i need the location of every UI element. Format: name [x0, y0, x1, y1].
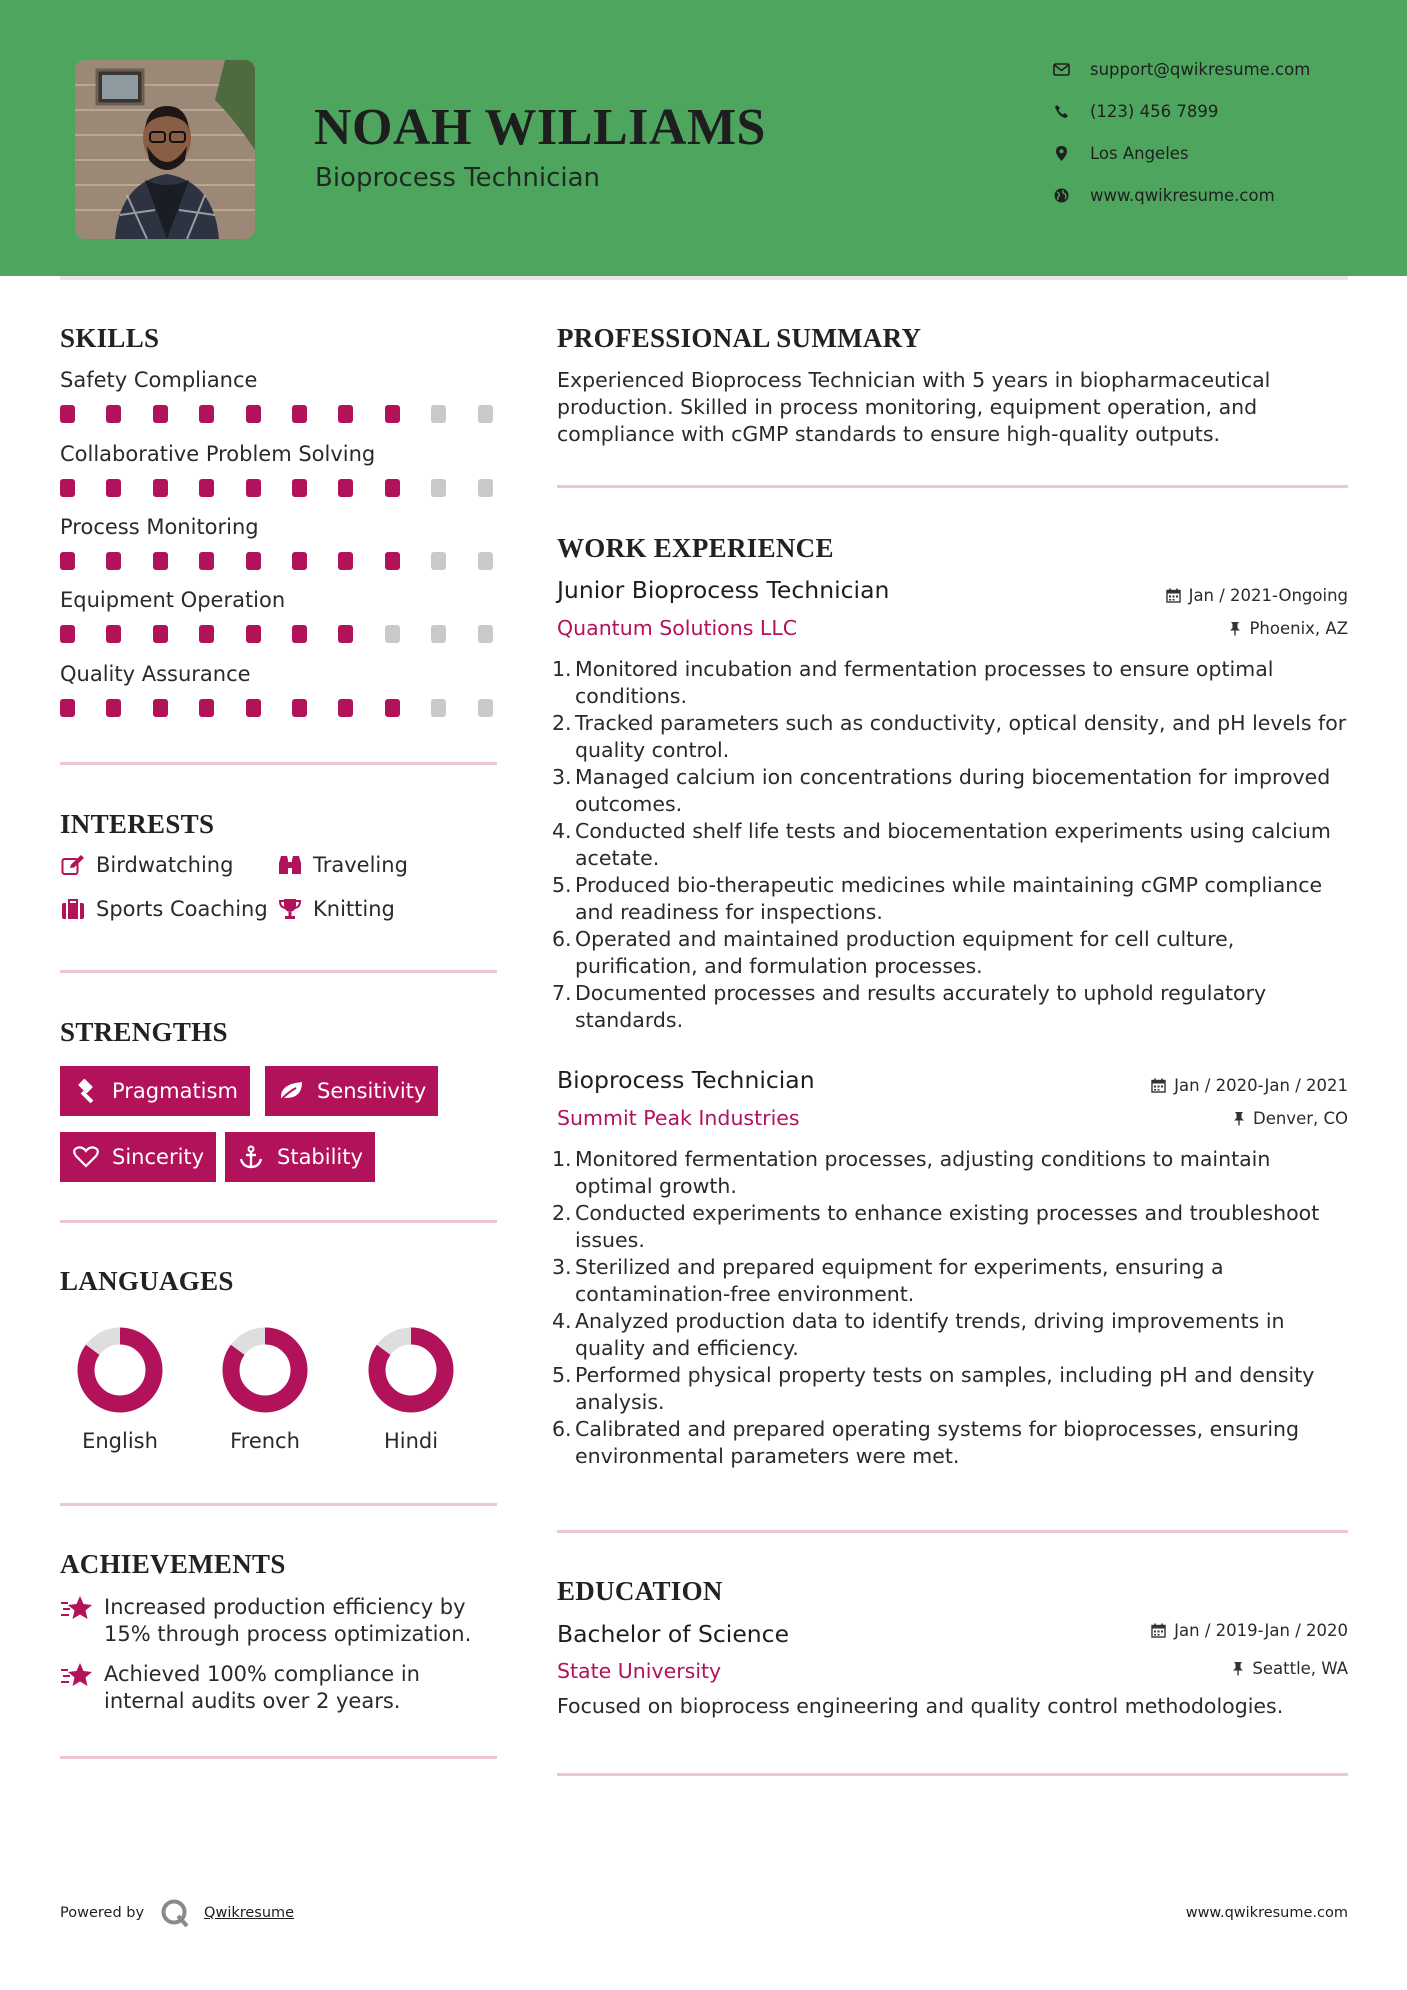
skill-dot: [106, 625, 121, 643]
skill-dot: [153, 699, 168, 717]
duty-item: 5. Produced bio-therapeutic medicines while maintaining cGMP compliance and readiness for inspections.: [552, 873, 1323, 924]
skill-dot: [338, 405, 353, 423]
skill-rating: [60, 405, 500, 423]
profile-photo: [75, 60, 255, 239]
map-marker-icon: [1052, 144, 1070, 162]
education-heading: EDUCATION: [557, 1576, 723, 1606]
gavel-icon: [72, 1079, 100, 1103]
skill-dot: [478, 699, 493, 717]
job-dates-text: Jan / 2021-Ongoing: [1188, 586, 1348, 605]
section-divider: [60, 1756, 497, 1759]
skill-dot: [385, 552, 400, 570]
star-icon: [60, 1594, 94, 1622]
duty-item: 3. Sterilized and prepared equipment for experiments, ensuring a contamination-free environment.: [552, 1255, 1224, 1306]
pushpin-icon: [1229, 621, 1241, 636]
skill-dot: [431, 625, 446, 643]
skills-heading: SKILLS: [60, 323, 160, 353]
strength-label: Pragmatism: [112, 1079, 238, 1103]
skill-dot: [153, 479, 168, 497]
contact-email[interactable]: [1052, 57, 1310, 81]
contact-website[interactable]: [1052, 183, 1275, 207]
skill-dot: [292, 552, 307, 570]
education-description: Focused on bioprocess engineering and quality control methodologies.: [557, 1694, 1284, 1718]
skill-dot: [60, 552, 75, 570]
skill-dot: [478, 552, 493, 570]
strength-badge: [265, 1066, 438, 1116]
duty-item: 7. Documented processes and results accurately to uphold regulatory standards.: [552, 981, 1267, 1032]
binoculars-icon: [277, 853, 303, 877]
skill-dot: [106, 405, 121, 423]
experience-heading: WORK EXPERIENCE: [557, 533, 834, 563]
skill-dot: [60, 479, 75, 497]
skill-dot: [385, 479, 400, 497]
job-title: Bioprocess Technician: [557, 1066, 815, 1094]
job-dates: [1166, 586, 1348, 605]
summary-text: Experienced Bioprocess Technician with 5 years in biopharmaceutical production. Skilled in process monitoring, equipment operation, and compliance with cGMP standards to ensure high-quality outputs.: [557, 368, 1271, 446]
language-label: Hindi: [383, 1429, 439, 1453]
duty-item: 4. Conducted shelf life tests and biocementation experiments using calcium acetate.: [552, 819, 1331, 870]
skill-dot: [292, 625, 307, 643]
achievement-item: [60, 1661, 500, 1715]
interests-heading: INTERESTS: [60, 809, 215, 839]
edit-icon: [60, 853, 86, 877]
skill-dot: [478, 479, 493, 497]
skill-name: Quality Assurance: [60, 662, 251, 686]
education-location: [1232, 1659, 1348, 1678]
job-location-text: Denver, CO: [1252, 1109, 1348, 1128]
education-dates: [1151, 1621, 1348, 1640]
job-dates: [1151, 1076, 1348, 1095]
skill-dot: [199, 625, 214, 643]
job-location: [1229, 619, 1348, 638]
skill-dot: [60, 699, 75, 717]
job-dates-text: Jan / 2020-Jan / 2021: [1174, 1076, 1348, 1095]
skill-rating: [60, 552, 500, 570]
section-divider: [60, 762, 497, 765]
strength-label: Stability: [277, 1145, 363, 1169]
pushpin-icon: [1233, 1111, 1245, 1126]
skill-rating: [60, 625, 500, 643]
degree-title: Bachelor of Science: [557, 1620, 790, 1648]
section-divider: [60, 970, 497, 973]
contact-location-text: Los Angeles: [1090, 143, 1189, 163]
achievement-item: [60, 1594, 500, 1648]
duty-item: 5. Performed physical property tests on samples, including pH and density analysis.: [552, 1363, 1315, 1414]
school-name: State University: [557, 1659, 722, 1683]
contact-phone[interactable]: [1052, 99, 1218, 123]
skill-dot: [292, 479, 307, 497]
strength-badge: [60, 1066, 250, 1116]
suitcase-icon: [60, 897, 86, 921]
pushpin-icon: [1232, 1661, 1244, 1676]
skill-dot: [431, 699, 446, 717]
contact-phone-text: (123) 456 7899: [1090, 101, 1219, 121]
skill-dot: [153, 405, 168, 423]
duty-item: 1. Monitored incubation and fermentation processes to ensure optimal conditions.: [552, 657, 1274, 708]
skill-dot: [199, 479, 214, 497]
skill-dot: [338, 699, 353, 717]
skill-dot: [338, 625, 353, 643]
skill-dot: [60, 625, 75, 643]
qwikresume-logo-icon: [160, 1898, 190, 1928]
candidate-name: NOAH WILLIAMS: [314, 99, 766, 156]
footer-powered-by: [60, 1898, 294, 1928]
heart-icon: [72, 1145, 100, 1169]
language-donut: [220, 1325, 310, 1415]
candidate-title: Bioprocess Technician: [315, 163, 601, 193]
contact-email-text: support@qwikresume.com: [1090, 59, 1311, 79]
skill-rating: [60, 699, 500, 717]
skill-dot: [199, 552, 214, 570]
leaf-icon: [277, 1079, 305, 1103]
anchor-icon: [237, 1145, 265, 1169]
duty-item: 4. Analyzed production data to identify trends, driving improvements in quality and efficiency.: [552, 1309, 1285, 1360]
language-donut: [366, 1325, 456, 1415]
star-icon: [60, 1661, 94, 1689]
skill-dot: [153, 552, 168, 570]
duty-item: 3. Managed calcium ion concentrations during biocementation for improved outcomes.: [552, 765, 1331, 816]
footer-website[interactable]: www.qwikresume.com: [1185, 1905, 1348, 1921]
skill-dot: [431, 552, 446, 570]
skill-name: Process Monitoring: [60, 515, 259, 539]
duty-item: 6. Operated and maintained production equipment for cell culture, purification, and formulation processes.: [552, 927, 1235, 978]
trophy-icon: [277, 897, 303, 921]
skill-dot: [385, 699, 400, 717]
education-location-text: Seattle, WA: [1252, 1659, 1348, 1678]
skill-dot: [246, 552, 261, 570]
interest-item: [277, 897, 395, 921]
qwikresume-link[interactable]: Qwikresume: [204, 1905, 295, 1921]
section-divider: [557, 1773, 1348, 1776]
language-item: [356, 1325, 466, 1453]
duties-list: [552, 656, 1352, 1034]
duty-item: 6. Calibrated and prepared operating systems for bioprocesses, ensuring environmental parameters were met.: [552, 1417, 1300, 1468]
skill-dot: [431, 405, 446, 423]
interest-label: Traveling: [313, 853, 408, 877]
languages-heading: LANGUAGES: [60, 1266, 234, 1296]
interest-item: [277, 853, 408, 877]
job-location: [1233, 1109, 1348, 1128]
strength-badge: [60, 1132, 216, 1182]
language-label: French: [230, 1429, 300, 1453]
skill-name: Equipment Operation: [60, 588, 286, 612]
section-divider: [60, 1220, 497, 1223]
company-name: Summit Peak Industries: [557, 1106, 800, 1130]
job-title: Junior Bioprocess Technician: [557, 576, 890, 604]
interest-label: Sports Coaching: [96, 897, 268, 921]
skill-rating: [60, 479, 500, 497]
education-dates-text: Jan / 2019-Jan / 2020: [1174, 1621, 1348, 1640]
skill-dot: [338, 552, 353, 570]
skill-name: Safety Compliance: [60, 368, 258, 392]
section-divider: [557, 1530, 1348, 1533]
skill-dot: [106, 479, 121, 497]
skill-dot: [338, 479, 353, 497]
job-location-text: Phoenix, AZ: [1249, 619, 1348, 638]
skill-dot: [106, 699, 121, 717]
interest-item: [60, 853, 233, 877]
interest-item: [60, 897, 268, 921]
skill-dot: [478, 625, 493, 643]
achievements-heading: ACHIEVEMENTS: [60, 1549, 286, 1579]
duties-list: [552, 1146, 1352, 1470]
skill-dot: [292, 405, 307, 423]
strength-label: Sensitivity: [317, 1079, 427, 1103]
language-item: [210, 1325, 320, 1453]
achievement-text: Increased production efficiency by 15% through process optimization.: [104, 1595, 472, 1646]
company-name: Quantum Solutions LLC: [557, 616, 798, 640]
language-label: English: [82, 1429, 158, 1453]
language-donut: [75, 1325, 165, 1415]
strength-label: Sincerity: [112, 1145, 205, 1169]
contact-location: [1052, 141, 1189, 165]
phone-icon: [1052, 102, 1070, 120]
skill-dot: [106, 552, 121, 570]
language-item: [65, 1325, 175, 1453]
calendar-icon: [1151, 1623, 1166, 1638]
section-divider: [557, 485, 1348, 488]
resume-header: [0, 0, 1407, 276]
section-divider: [60, 1503, 497, 1506]
skill-dot: [246, 699, 261, 717]
skill-dot: [478, 405, 493, 423]
strengths-heading: STRENGTHS: [60, 1017, 228, 1047]
skill-name: Collaborative Problem Solving: [60, 442, 376, 466]
summary-heading: PROFESSIONAL SUMMARY: [557, 323, 922, 353]
powered-by-label: Powered by: [60, 1905, 145, 1921]
duty-item: 2. Conducted experiments to enhance existing processes and troubleshoot issues.: [552, 1201, 1320, 1252]
calendar-icon: [1166, 588, 1181, 603]
skill-dot: [246, 405, 261, 423]
achievement-text: Achieved 100% compliance in internal audits over 2 years.: [104, 1662, 420, 1713]
duty-item: 1. Monitored fermentation processes, adjusting conditions to maintain optimal growth.: [552, 1147, 1271, 1198]
globe-icon: [1052, 186, 1070, 204]
skill-dot: [292, 699, 307, 717]
skill-dot: [246, 479, 261, 497]
skill-dot: [153, 625, 168, 643]
duty-item: 2. Tracked parameters such as conductivity, optical density, and pH levels for quality control.: [552, 711, 1347, 762]
contact-website-text: www.qwikresume.com: [1090, 185, 1275, 205]
strength-badge: [225, 1132, 375, 1182]
calendar-icon: [1151, 1078, 1166, 1093]
interest-label: Knitting: [313, 897, 395, 921]
skill-dot: [246, 625, 261, 643]
skill-dot: [60, 405, 75, 423]
skill-dot: [385, 405, 400, 423]
header-divider: [60, 276, 1348, 280]
envelope-icon: [1052, 60, 1070, 78]
skill-dot: [199, 405, 214, 423]
skill-dot: [385, 625, 400, 643]
interest-label: Birdwatching: [96, 853, 234, 877]
skill-dot: [431, 479, 446, 497]
skill-dot: [199, 699, 214, 717]
